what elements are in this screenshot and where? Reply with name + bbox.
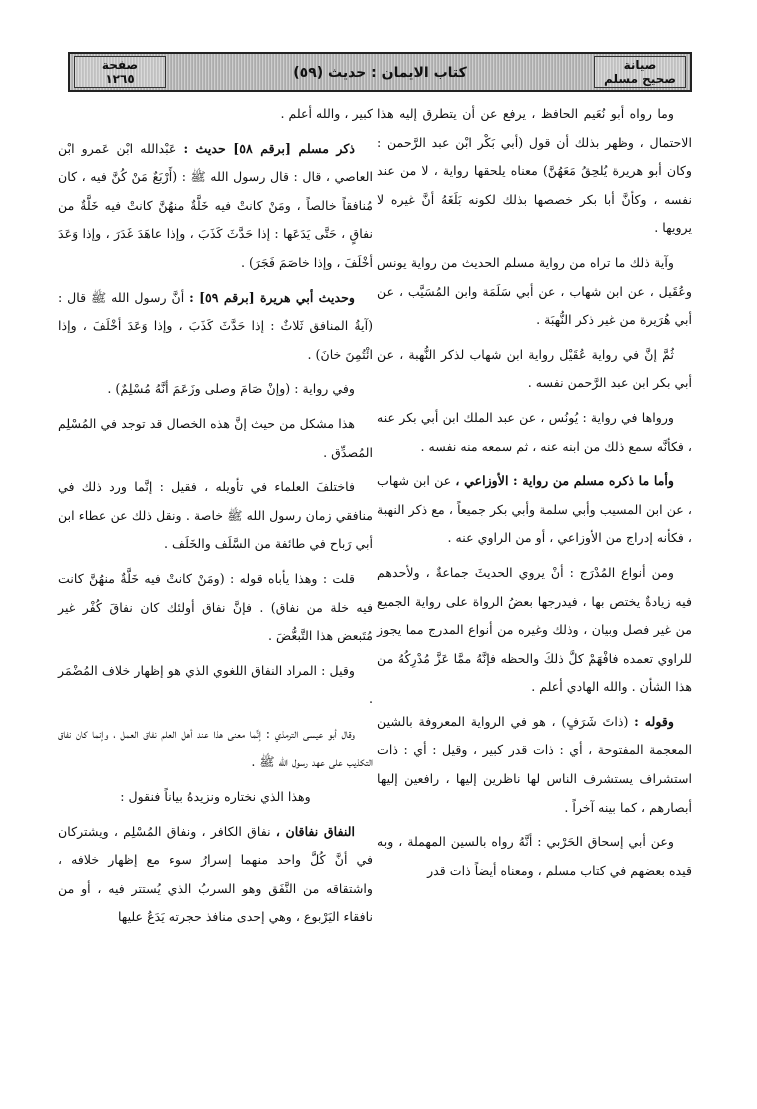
paragraph-text: ثُمَّ إنَّ في رواية عُقَيْل رواية ابن شهاب لذكر النُّهبة ، عن أبي بكر ابن عبد الرَّحمن نفسه . (377, 346, 692, 391)
paragraph (377, 249, 692, 335)
paragraph (58, 783, 373, 812)
paragraph (377, 467, 692, 553)
paragraph-text: عن ابن شهاب ، عن ابن المسيب وأبي سلمة وأبي بكر جميعاً ، مع ذكر النهبة ، فكأنه إدراج من الأوزاعي ، أو من الراوي عنه . (377, 473, 692, 546)
paragraph-text: فاختلفَ العلماء في تأويله ، فقيل : إنَّما ورد ذلك في منافقي زمان رسول الله ﷺ خاصة . ونقل ذلك عن عطاء ابن أبي رَباح في طائفة من السَّلَف والخَلَف . (58, 479, 373, 552)
paragraph-heading: وقوله : (634, 713, 674, 729)
paragraph-text: (ذاتَ شَرَفٍ) ، هو في الرواية المعروفة بالشين المعجمة المفتوحة ، أي : ذات قدر كبير ، وقيل : أي : ذات استشراف يستشرف الناس لها ناظرين إليها ، رافعين إليها أبصارهم ، كما بينه آخراً . (377, 713, 692, 815)
paragraph (58, 818, 373, 932)
book-title-line1: صيانة (623, 58, 657, 72)
page-header (68, 52, 692, 92)
paragraph (58, 410, 373, 467)
paragraph-text: ورواها في رواية : يُونُس ، عن عبد الملك ابن أبي بكر عنه ، فكأنَّه سمع ذلك من ابنه عنه ، ثم سمعه منه نفسه . (377, 409, 692, 454)
paragraph-text: كبير ، والله أعلم . (280, 106, 373, 121)
paragraph-text: عَبْدالله ابْن عَمرو ابْن العاصي ، قال : قال رسول الله ﷺ : (أَرْبَعٌ مَنْ كُنَّ فيه ، كان مُنافقاً خالصاً ، ومَنْ كانتْ فيه خَلَّةٌ منهُنَّ كانتْ فيه خَلَّةٌ من نفاقٍ ، حَتَّى يَدَعَها : إذا حَدَّثَ كَذَبَ ، وإذا عاهَدَ غَدَرَ ، وإذا وَعَدَ أخْلَفَ ، وإذا خاصَمَ فَجَرَ) . (58, 140, 373, 270)
paragraph-text: ومن أنواع المُدْرَج : أنْ يروي الحديثَ جماعةٌ ، ولأحدهم فيه زيادةٌ يختص بها ، فيدرجها بعضُ الرواة على رواية الجميع من غير فصل وبيان ، وذلك وغيره من أنواع المدرج مما يجوز للراوي تعمده فافْهَمْ كلَّ ذلكَ والحظه فإنَّهُ ممَّا عَزَّ مُدْرِكُهُ من هذا الشأن . والله الهادي أعلم . (377, 564, 692, 695)
paragraph (58, 720, 373, 777)
paragraph-heading: وأما ما ذكره مسلم من رواية : الأوزاعي ، (455, 473, 674, 489)
paragraph (58, 284, 373, 370)
paragraph-text: هذا مشكل من حيث إنَّ هذه الخصال قد توجد في المُسْلِم المُصدِّق . (58, 415, 373, 460)
paragraph-text: أنَّ رسول الله ﷺ قال : (آيةُ المنافق ثَلاثٌ : إذا حَدَّثَ كَذَبَ ، وإذا وَعَدَ أخْلَفَ ، وإذا ائْتُمِنَ خانَ) . (58, 289, 373, 362)
page-label: صفحة (101, 58, 139, 72)
paragraph-text: نفاق الكافر ، ونفاق المُسْلِم ، ويشتركان في أنَّ كُلَّ واحد منهما إسرارُ سوء مع إظهار خلافه ، واشتقاقه من النَّفَق وهو السربُ الذي يُستتر فيه ، أو من نافقاء اليَرْبوع ، وهي إحدى منافذ حجرته يَدَعُ عليها (58, 823, 373, 925)
paragraph (58, 135, 373, 278)
book-title-box (594, 56, 686, 88)
paragraph-heading: النفاق نفاقان ، (275, 823, 355, 839)
paragraph (377, 341, 692, 398)
paragraph (58, 473, 373, 559)
paragraph (58, 657, 373, 714)
paragraph (377, 100, 692, 243)
paragraph-heading: ذكر مسلم [برقم ٥٨] حديث : (183, 140, 355, 156)
paragraph-text: وفي رواية : (وإنْ صَامَ وصلى وزَعَمَ أنَّهُ مُسْلِمٌ) . (107, 381, 355, 397)
right-text-column (377, 100, 692, 1090)
paragraph-text: وقال أبو عيسى الترمذي : إنَّما معنى هذا عند أهل العلم نفاق العمل ، وإنما كان نفاق التكذيب على عهد رسول الله ﷺ . (58, 725, 373, 770)
book-title-line2: صحيح مسلم (604, 72, 676, 86)
paragraph (58, 375, 373, 404)
paragraph (377, 559, 692, 702)
page-number-box (74, 56, 166, 88)
paragraph-text: وقيل : المراد النفاق اللغوي الذي هو إظهار خلاف المُضْمَر . (58, 662, 373, 707)
paragraph (58, 100, 373, 129)
paragraph (377, 708, 692, 822)
paragraph-text: قلت : وهذا يأباه قوله : (ومَنْ كانتْ فيه خَلَّةٌ منهُنَّ كانت فيه خلة من نفاق) . فإنَّ نفاق أولئك كان نفاقَ كُفْر غير مُتَبعض هذا التَّبعُّضَ . (58, 570, 373, 644)
paragraph-text: وآية ذلك ما تراه من رواية مسلم الحديث من رواية يونس وعُقَيل ، عن ابن شهاب ، عن أبي سَلَمَة وابن المُسَيَّب ، عن أبي هُرَيرة من غير ذكر النُّهبَة . (377, 254, 692, 328)
paragraph (377, 404, 692, 461)
paragraph-text: وهذا الذي نختاره ونزيدهُ بياناً فنقول : (120, 789, 311, 805)
paragraph-text: وما رواه أبو نُعَيم الحافظ ، يرفع عن أن يتطرق إليه هذا الاحتمال ، وظهر بذلك أن قول (أبي بَكْر ابْن عبد الرَّحمن : وكان أبو هريرة يُلحِقُ مَعَهُنَّ) معناه يلحقها رواية ، لا من عند نفسه ، وكأنَّ أبا بكر خصصها بذلك لكونه بَلَغَهُ أنَّ غيره لا يرويها . (377, 106, 692, 236)
paragraph (377, 828, 692, 885)
page-number: ١٢٦٥ (105, 72, 135, 86)
paragraph-heading: وحديث أبي هريرة [برقم ٥٩] : (189, 289, 356, 305)
paragraph-text: وعن أبي إسحاق الحَرْبي : أنَّهُ رواه بالسين المهملة ، وبه قيده بعضهم في كتاب مسلم ، ومعناه أيضاً ذات قدر (377, 834, 692, 878)
paragraph (58, 565, 373, 651)
left-text-column (58, 100, 373, 1090)
chapter-title: كتاب الايمان : حديث (٥٩) (293, 65, 467, 81)
